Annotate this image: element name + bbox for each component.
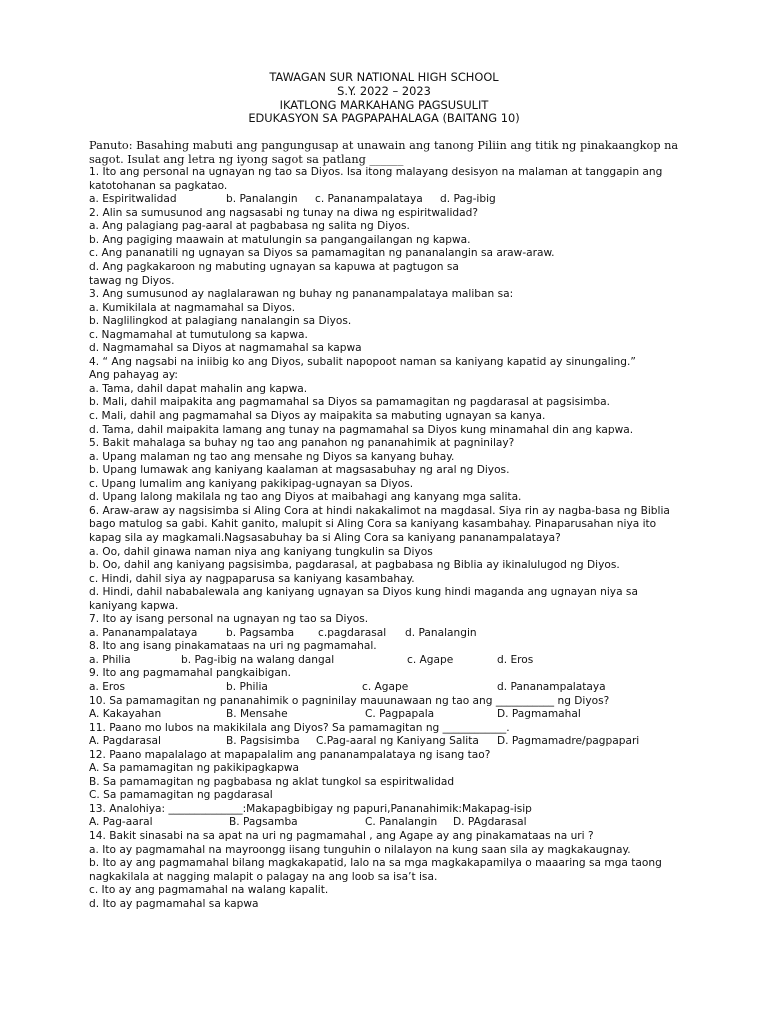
school-year: S.Y. 2022 – 2023: [337, 83, 431, 98]
q2-choice-d: d. Ang pagkakaroon ng mabuting ugnayan sa kapuwa at pagtugon sa: [89, 261, 459, 274]
q13-choice-a: A. Pag-aaral: [89, 816, 153, 829]
question-5: 5. Bakit mahalaga sa buhay ng tao ang panahon ng pananahimik at pagninilay?: [89, 437, 515, 450]
q13-choice-b: B. Pagsamba: [229, 816, 298, 829]
q9-choice-d: d. Pananampalataya: [497, 680, 606, 693]
q11-choice-c: C.Pag-aaral ng Kaniyang Salita: [316, 735, 479, 748]
q9-choice-a: a. Eros: [89, 680, 126, 693]
q10-choice-c: C. Pagpapala: [365, 708, 435, 721]
q5-choice-b: b. Upang lumawak ang kaniyang kaalaman at magsasabuhay ng aral ng Diyos.: [89, 464, 510, 477]
q1-choice-b: b. Panalangin: [226, 193, 298, 206]
question-8: 8. Ito ang isang pinakamataas na uri ng pagmamahal.: [89, 640, 377, 653]
question-11: 11. Paano mo lubos na makikilala ang Diyos? Sa pamamagitan ng ____________.: [89, 721, 510, 734]
question-8-choices: [89, 654, 689, 668]
q11-choice-b: B. Pagsisimba: [226, 735, 300, 748]
question-6: 6. Araw-araw ay nagsisimba si Aling Cora at hindi nakakalimot na magdasal. Siya rin ay nagba-basa ng Biblia bago matulog sa gabi. Kahit ganito, malupit si Aling Cora sa kaniyang kasambahay. Pinaparusahan niya ito kapag sila ay magkamali.Nagsasabuhay ba si Aling Cora sa kaniyang pananampalataya?: [89, 504, 670, 544]
q8-choice-a: a. Philia: [89, 653, 131, 666]
q3-choice-a: a. Kumikilala at nagmamahal sa Diyos.: [89, 301, 296, 314]
subject-title: EDUKASYON SA PAGPAPAHALAGA (BAITANG 10): [248, 111, 520, 126]
q3-choice-d: d. Nagmamahal sa Diyos at nagmamahal sa kapwa: [89, 342, 362, 355]
q8-choice-c: c. Agape: [407, 653, 454, 666]
q2-choice-d-cont: tawag ng Diyos.: [89, 274, 175, 287]
exam-header: [0, 71, 768, 126]
q7-choice-b: b. Pagsamba: [226, 626, 295, 639]
q5-choice-c: c. Upang lumalim ang kaniyang pakikipag-ugnayan sa Diyos.: [89, 477, 414, 490]
question-13-choices: [89, 816, 689, 830]
q14-choice-b: b. Ito ay ang pagmamahal bilang magkakapatid, lalo na sa mga magkakapamilya o maaaring sa mga taong nagkakilala at nagging malapit o palagay na ang loob sa isa’t isa.: [89, 857, 662, 883]
q2-choice-a: a. Ang palagiang pag-aaral at pagbabasa ng salita ng Diyos.: [89, 220, 410, 233]
q3-choice-b: b. Naglilingkod at palagiang nanalangin sa Diyos.: [89, 315, 352, 328]
q7-choice-d: d. Panalangin: [405, 626, 477, 639]
question-1-choices: [89, 193, 689, 207]
q3-choice-c: c. Nagmamahal at tumutulong sa kapwa.: [89, 328, 308, 341]
question-3: 3. Ang sumusunod ay naglalarawan ng buhay ng pananampalataya maliban sa:: [89, 288, 514, 301]
q8-choice-d: d. Eros: [497, 653, 534, 666]
q5-choice-a: a. Upang malaman ng tao ang mensahe ng Diyos sa kanyang buhay.: [89, 450, 455, 463]
school-name: TAWAGAN SUR NATIONAL HIGH SCHOOL: [269, 70, 499, 84]
exam-title: IKATLONG MARKAHANG PAGSUSULIT: [279, 97, 489, 112]
question-4-cont: Ang pahayag ay:: [89, 369, 178, 382]
question-4: 4. “ Ang nagsabi na iniibig ko ang Diyos, subalit napopoot naman sa kaniyang kapatid ay sinungaling.”: [89, 355, 636, 368]
q10-choice-b: B. Mensahe: [226, 708, 288, 721]
question-9: 9. Ito ang pagmamahal pangkaibigan.: [89, 667, 291, 680]
q4-choice-a: a. Tama, dahil dapat mahalin ang kapwa.: [89, 382, 308, 395]
exam-body: [89, 139, 689, 911]
q4-choice-b: b. Mali, dahil maipakita ang pagmamahal sa Diyos sa pamamagitan ng pagdarasal at pagsisimba.: [89, 396, 610, 409]
q13-choice-d: D. PAgdarasal: [453, 816, 527, 829]
q11-choice-a: A. Pagdarasal: [89, 735, 161, 748]
q12-choice-c: C. Sa pamamagitan ng pagdarasal: [89, 789, 273, 802]
q4-choice-c: c. Mali, dahil ang pagmamahal sa Diyos ay maipakita sa mabuting ugnayan sa kanya.: [89, 410, 546, 423]
question-1: 1. Ito ang personal na ugnayan ng tao sa Diyos. Isa itong malayang desisyon na malaman at tanggapin ang katotohanan sa pagkatao.: [89, 166, 663, 192]
q14-choice-c: c. Ito ay ang pagmamahal na walang kapalit.: [89, 884, 329, 897]
q9-choice-b: b. Philia: [226, 680, 268, 693]
q6-choice-c: c. Hindi, dahil siya ay nagpaparusa sa kaniyang kasambahay.: [89, 572, 415, 585]
q1-choice-a: a. Espiritwalidad: [89, 193, 177, 206]
q13-choice-c: C. Panalangin: [365, 816, 438, 829]
q14-choice-d: d. Ito ay pagmamahal sa kapwa: [89, 897, 259, 910]
instructions: Panuto: Basahing mabuti ang pangungusap at unawain ang tanong Piliin ang titik ng pinakaangkop na sagot. Isulat ang letra ng iyong sagot sa patlang ______: [89, 139, 679, 166]
q1-choice-d: d. Pag-ibig: [440, 193, 496, 206]
q11-choice-d: D. Pagmamadre/pagpapari: [497, 735, 640, 748]
question-13: 13. Analohiya: ______________:Makapagbibigay ng papuri,Pananahimik:Makapag-isip: [89, 802, 532, 815]
question-10-choices: [89, 708, 689, 722]
q5-choice-d: d. Upang lalong makilala ng tao ang Diyos at maibahagi ang kanyang mga salita.: [89, 491, 522, 504]
question-7-choices: [89, 627, 689, 641]
question-11-choices: [89, 735, 689, 749]
question-14: 14. Bakit sinasabi na sa apat na uri ng pagmamahal , ang Agape ay ang pinakamataas na uri ?: [89, 829, 594, 842]
question-12: 12. Paano mapalalago at mapapalalim ang pananampalataya ng isang tao?: [89, 748, 491, 761]
q6-choice-d: d. Hindi, dahil nababalewala ang kaniyang ugnayan sa Diyos kung hindi maganda ang ugnayan niya sa kaniyang kapwa.: [89, 586, 638, 612]
q12-choice-a: A. Sa pamamagitan ng pakikipagkapwa: [89, 762, 300, 775]
question-9-choices: [89, 681, 689, 695]
q8-choice-b: b. Pag-ibig na walang dangal: [181, 653, 335, 666]
q10-choice-d: D. Pagmamahal: [497, 708, 581, 721]
q7-choice-c: c.pagdarasal: [318, 626, 387, 639]
q2-choice-c: c. Ang pananatili ng ugnayan sa Diyos sa pamamagitan ng pananalangin sa araw-araw.: [89, 247, 555, 260]
q14-choice-a: a. Ito ay pagmamahal na mayroongg iisang tunguhin o nilalayon na kung saan sila ay magkakaugnay.: [89, 843, 631, 856]
q4-choice-d: d. Tama, dahil maipakita lamang ang tunay na pagmamahal sa Diyos kung minamahal din ang kapwa.: [89, 423, 634, 436]
question-2: 2. Alin sa sumusunod ang nagsasabi ng tunay na diwa ng espiritwalidad?: [89, 206, 478, 219]
q6-choice-a: a. Oo, dahil ginawa naman niya ang kaniyang tungkulin sa Diyos: [89, 545, 433, 558]
question-7: 7. Ito ay isang personal na ugnayan ng tao sa Diyos.: [89, 613, 369, 626]
q10-choice-a: A. Kakayahan: [89, 708, 162, 721]
q12-choice-b: B. Sa pamamagitan ng pagbabasa ng aklat tungkol sa espiritwalidad: [89, 775, 455, 788]
q2-choice-b: b. Ang pagiging maawain at matulungin sa pangangailangan ng kapwa.: [89, 233, 471, 246]
q1-choice-c: c. Pananampalataya: [315, 193, 423, 206]
q9-choice-c: c. Agape: [362, 680, 409, 693]
q6-choice-b: b. Oo, dahil ang kaniyang pagsisimba, pagdarasal, at pagbabasa ng Biblia ay ikinalulugod ng Diyos.: [89, 559, 620, 572]
question-10: 10. Sa pamamagitan ng pananahimik o pagninilay mauunawaan ng tao ang ___________ ng Diyos?: [89, 694, 610, 707]
q7-choice-a: a. Pananampalataya: [89, 626, 198, 639]
